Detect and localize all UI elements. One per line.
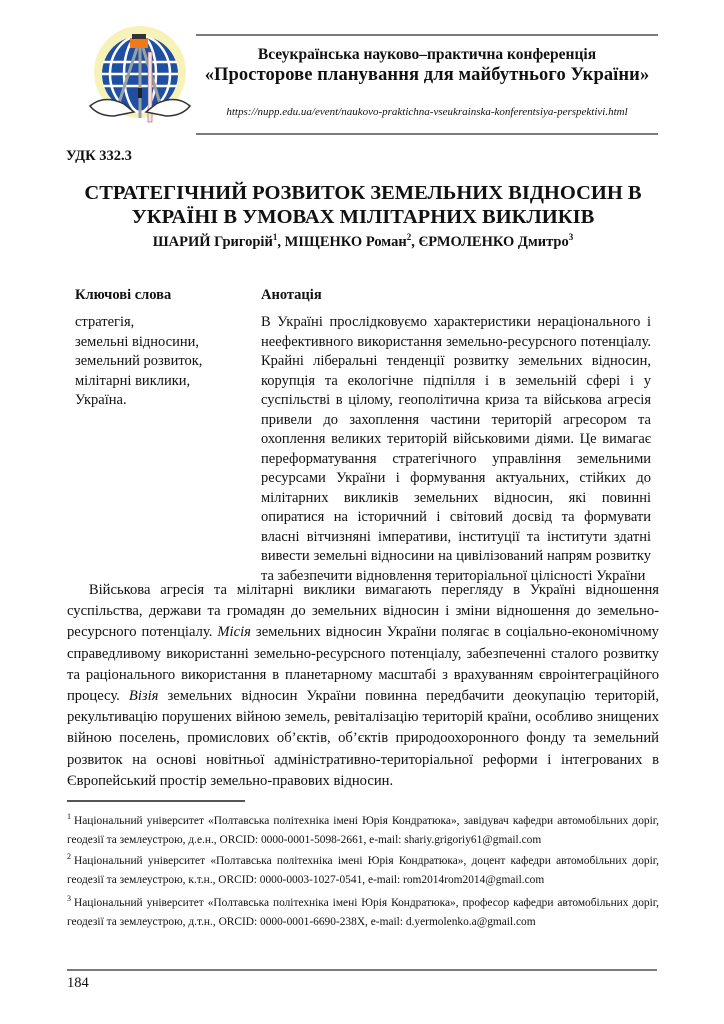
author-name: ЄРМОЛЕНКО Дмитро: [418, 234, 569, 250]
page-number: 184: [67, 975, 89, 991]
footer-rule: [67, 969, 657, 971]
abstract-text: В Україні прослідковуємо характеристики нераціонального і неефективного використання земельно-ресурсного потенціалу. Крайні ліберальні тенденції розвитку земельних відносин, корупція та екологічне підпілля і в земельній сфері і у суспільстві в цілому, геополітична криза та військова агресія привели до захоплення частини територій агресором та охоплення великих територій військовими діями. Це вимагає переформатування стратегічного управління земельними ресурсами України і формування актуальних, стійких до мілітарних викликів земельних відносин, які повинні опиратися на історичний і світовий досвід та формувати власні вітчизняні імперативи, інституції та інститути здатні вивести земельні відносини на цивілізований напрям розвитку та забезпечити відновлення територіальної цілісності України: [261, 314, 651, 584]
conference-logo-icon: [84, 24, 196, 132]
author-name: ШАРИЙ Григорій: [152, 234, 273, 250]
title-line-1: СТРАТЕГІЧНИЙ РОЗВИТОК ЗЕМЕЛЬНИХ ВІДНОСИН В: [84, 182, 642, 204]
footnote-2: [67, 852, 659, 890]
footnote-number: 1: [67, 812, 71, 821]
conference-title: «Просторове планування для майбутнього України»: [204, 65, 650, 85]
footnote-ref[interactable]: 1: [272, 232, 278, 242]
header-top-rule: [196, 34, 658, 36]
emphasis-vision: Візія: [128, 688, 159, 705]
authors-line: [66, 234, 660, 251]
footnote-text: Національний університет «Полтавська політехніка імені Юрія Кондратюка», завідувач кафедри автомобільних доріг, геодезії та землеустрою, д.е.н., ORCID: 0000-0001-5098-2661, e-mail: shariy.grigoriy61@gmail.com: [67, 815, 659, 846]
emphasis-mission: Місія: [217, 624, 251, 641]
keywords-heading: Ключові слова: [75, 287, 172, 303]
body-text-segment: земельних відносин України повинна передбачити деокупацію територій, рекультивацію порушених війною земель, ревіталізацію територій країни, особливо знищених війною поселень, промислових об’єктів, об’єктів природоохоронного фонду та земельний розвиток на основі новітньої адміністративно-територіальної реформи і інтегрованих в Європейський простір земельно-правових відносин.: [67, 688, 659, 789]
footnote-1: [67, 812, 659, 850]
footnote-3: [67, 894, 659, 932]
keyword-item: мілітарні виклики,: [75, 372, 191, 389]
footnote-ref[interactable]: 2: [406, 232, 412, 242]
footnote-separator: [67, 800, 245, 802]
body-paragraph: [67, 580, 659, 792]
header-bottom-rule: [196, 133, 658, 135]
conference-url-link[interactable]: https://nupp.edu.ua/event/naukovo-praktichna-vseukrainska-konferentsiya-perspektivi.html: [226, 106, 628, 118]
keyword-item: земельні відносини,: [75, 333, 200, 350]
udk-code: УДК 332.3: [66, 148, 132, 164]
footnote-text: Національний університет «Полтавська політехніка імені Юрія Кондратюка», доцент кафедри автомобільних доріг, геодезії та землеустрою, к.т.н., ORCID: 0000-0003-1027-0541, e-mail: rom2014rom2014@gmail.com: [67, 855, 659, 886]
title-line-2: УКРАЇНІ В УМОВАХ МІЛІТАРНИХ ВИКЛИКІВ: [131, 206, 595, 228]
footnote-number: 2: [67, 852, 71, 861]
paper-title: [66, 181, 660, 229]
keywords-list: [75, 313, 202, 411]
footnote-ref[interactable]: 3: [568, 232, 574, 242]
keyword-item: земельний розвиток,: [75, 353, 203, 370]
author-name: МІЩЕНКО Роман: [284, 234, 407, 250]
conference-name: Всеукраїнська науково–практична конференція: [257, 46, 597, 63]
body-text-segment: земельних відносин України полягає в соціально-економічному справедливому використанні земельно-ресурсного потенціалу, забезпеченні сталого розвитку та раціонального використання в планетарному масштабі з врахуванням євроінтеграційного процесу.: [67, 624, 659, 705]
keyword-item: Україна.: [75, 392, 127, 409]
author-separator: ,: [411, 234, 419, 250]
body-text-segment: Військова агресія та мілітарні виклики вимагають перегляду в Україні відношення суспільства, держави та громадян до земельних відносин і зміни відношення до земельно-ресурсного потенціалу.: [67, 582, 659, 641]
author-separator: ,: [277, 234, 285, 250]
keyword-item: стратегія,: [75, 314, 135, 330]
footnote-number: 3: [67, 894, 71, 903]
abstract-heading: Анотація: [261, 287, 322, 303]
footnote-text: Національний університет «Полтавська політехніка імені Юрія Кондратюка», професор кафедри автомобільних доріг, геодезії та землеустрою, д.т.н., ORCID: 0000-0001-6690-238X, e-mail: d.yermolenko.a@gmail.com: [67, 897, 659, 928]
